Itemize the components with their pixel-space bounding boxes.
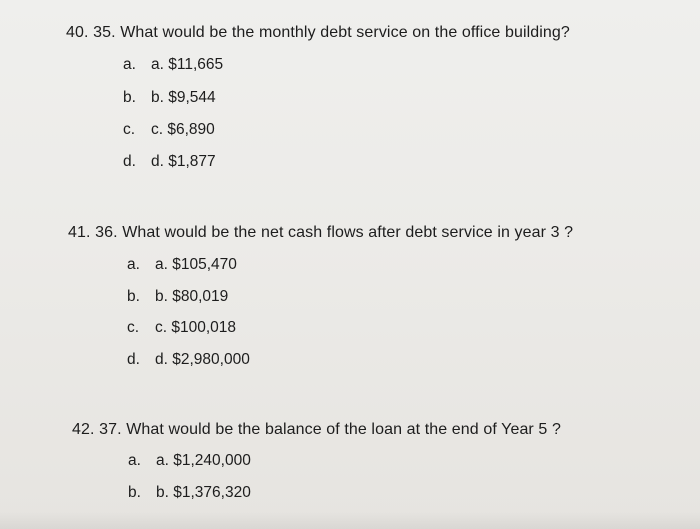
option-letter: c. (127, 319, 140, 336)
option-letter: a. (123, 56, 136, 73)
answer-option-a[interactable] (128, 452, 251, 470)
page-shadow (0, 511, 700, 529)
option-letter: a. (127, 256, 140, 273)
answer-option-d[interactable] (123, 153, 216, 171)
answer-option-b[interactable] (123, 89, 216, 107)
option-letter: b. (128, 484, 141, 501)
question-stem (72, 421, 561, 439)
option-text: c. $100,018 (155, 319, 237, 336)
option-text: d. $2,980,000 (155, 351, 250, 368)
question-stem (66, 24, 570, 42)
option-letter: d. (123, 153, 136, 170)
question-stem (68, 224, 573, 242)
question-number: 42. 37. (72, 421, 122, 438)
answer-option-c[interactable] (123, 121, 215, 139)
question-number: 40. 35. (66, 24, 116, 41)
option-letter: b. (127, 288, 140, 305)
option-letter: c. (123, 121, 136, 138)
question-number: 41. 36. (68, 224, 118, 241)
option-text: a. $105,470 (155, 256, 237, 273)
option-text: b. $1,376,320 (156, 484, 251, 501)
answer-option-c[interactable] (127, 319, 236, 337)
question-text: What would be the net cash flows after debt service in year 3 ? (122, 224, 574, 241)
option-text: a. $11,665 (151, 56, 224, 73)
question-text: What would be the monthly debt service on the office building? (120, 24, 570, 41)
option-text: c. $6,890 (151, 121, 215, 138)
option-text: a. $1,240,000 (156, 452, 251, 469)
question-text: What would be the balance of the loan at the end of Year 5 ? (126, 421, 561, 438)
option-letter: a. (128, 452, 141, 469)
answer-option-a[interactable] (127, 256, 237, 274)
option-letter: d. (127, 351, 140, 368)
option-text: b. $9,544 (151, 89, 216, 106)
option-letter: b. (123, 89, 136, 106)
option-text: d. $1,877 (151, 153, 216, 170)
answer-option-d[interactable] (127, 351, 250, 369)
answer-option-b[interactable] (128, 484, 251, 502)
answer-option-b[interactable] (127, 288, 228, 306)
option-text: b. $80,019 (155, 288, 229, 305)
answer-option-a[interactable] (123, 56, 223, 74)
